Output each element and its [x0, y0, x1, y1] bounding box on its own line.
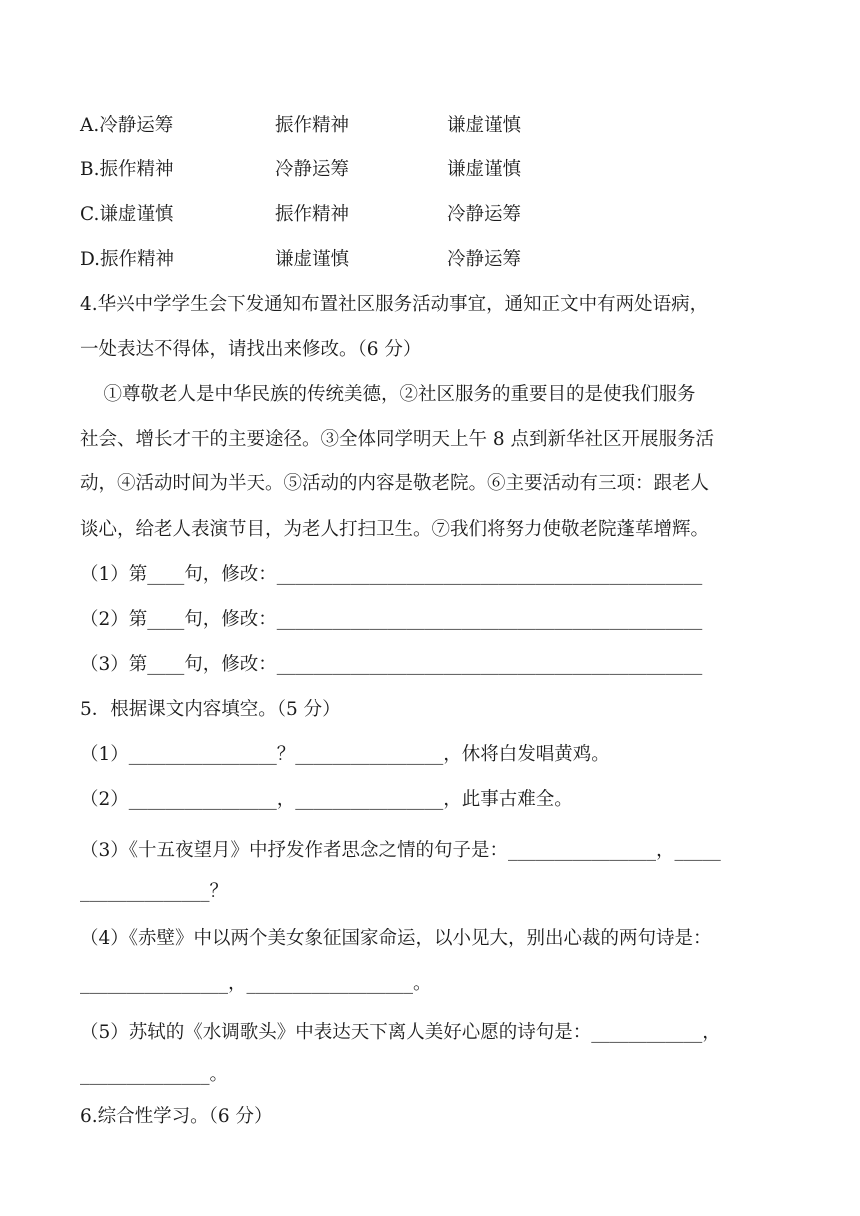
q5-line5-cont: ______________。 — [80, 1064, 229, 1085]
option-b-label: B.振作精神 — [80, 159, 174, 180]
q5-line4-cont: ________________，__________________。 — [80, 973, 432, 994]
q5-line2: （2）________________，________________，此事古难全。 — [80, 789, 573, 810]
option-d-word3: 冷静运筹 — [447, 249, 522, 270]
q4-answer-1: （1）第____句，修改：______________________________________________ — [80, 564, 703, 585]
option-c-word3: 冷静运筹 — [447, 204, 522, 225]
q4-stem-line2: 一处表达不得体，请找出来修改。（6 分） — [80, 339, 422, 360]
option-d-word2: 谦虚谨慎 — [275, 249, 350, 270]
q4-answer-2: （2）第____句，修改：______________________________________________ — [80, 609, 703, 630]
q5-line3: （3）《十五夜望月》中抒发作者思念之情的句子是：________________，_____ — [80, 840, 721, 861]
q5-line5: （5）苏轼的《水调歌头》中表达天下离人美好心愿的诗句是：____________， — [80, 1022, 721, 1043]
q4-paragraph-line4: 谈心，给老人表演节目，为老人打扫卫生。⑦我们将努力使敬老院蓬荜增辉。 — [80, 519, 710, 540]
option-d-label: D.振作精神 — [80, 249, 175, 270]
option-a-label: A.冷静运筹 — [80, 115, 174, 136]
option-a-word2: 振作精神 — [275, 115, 350, 136]
q5-line1: （1）________________？________________，休将白发唱黄鸡。 — [80, 744, 610, 765]
q5-line3-cont: ______________？ — [80, 881, 229, 902]
option-b-word3: 谦虚谨慎 — [447, 159, 522, 180]
q4-paragraph-line2: 社会、增长才干的主要途径。③全体同学明天上午 8 点到新华社区开展服务活 — [80, 429, 715, 450]
q4-stem-line1: 4.华兴中学学生会下发通知布置社区服务活动事宜，通知正文中有两处语病， — [80, 294, 709, 315]
option-c-label: C.谦虚谨慎 — [80, 204, 174, 225]
option-c-word2: 振作精神 — [275, 204, 350, 225]
q4-answer-3: （3）第____句，修改：______________________________________________ — [80, 654, 703, 675]
option-a-word3: 谦虚谨慎 — [447, 115, 522, 136]
q4-paragraph-line3: 动，④活动时间为半天。⑤活动的内容是敬老院。⑥主要活动有三项：跟老人 — [80, 473, 710, 494]
q5-line4: （4）《赤壁》中以两个美女象征国家命运，以小见大，别出心裁的两句诗是： — [80, 928, 712, 949]
q6-title: 6.综合性学习。（6 分） — [80, 1106, 273, 1127]
q5-title: 5．根据课文内容填空。（5 分） — [80, 699, 341, 720]
option-b-word2: 冷静运筹 — [275, 159, 350, 180]
q4-paragraph-line1: ①尊敬老人是中华民族的传统美德，②社区服务的重要目的是使我们服务 — [80, 384, 696, 405]
